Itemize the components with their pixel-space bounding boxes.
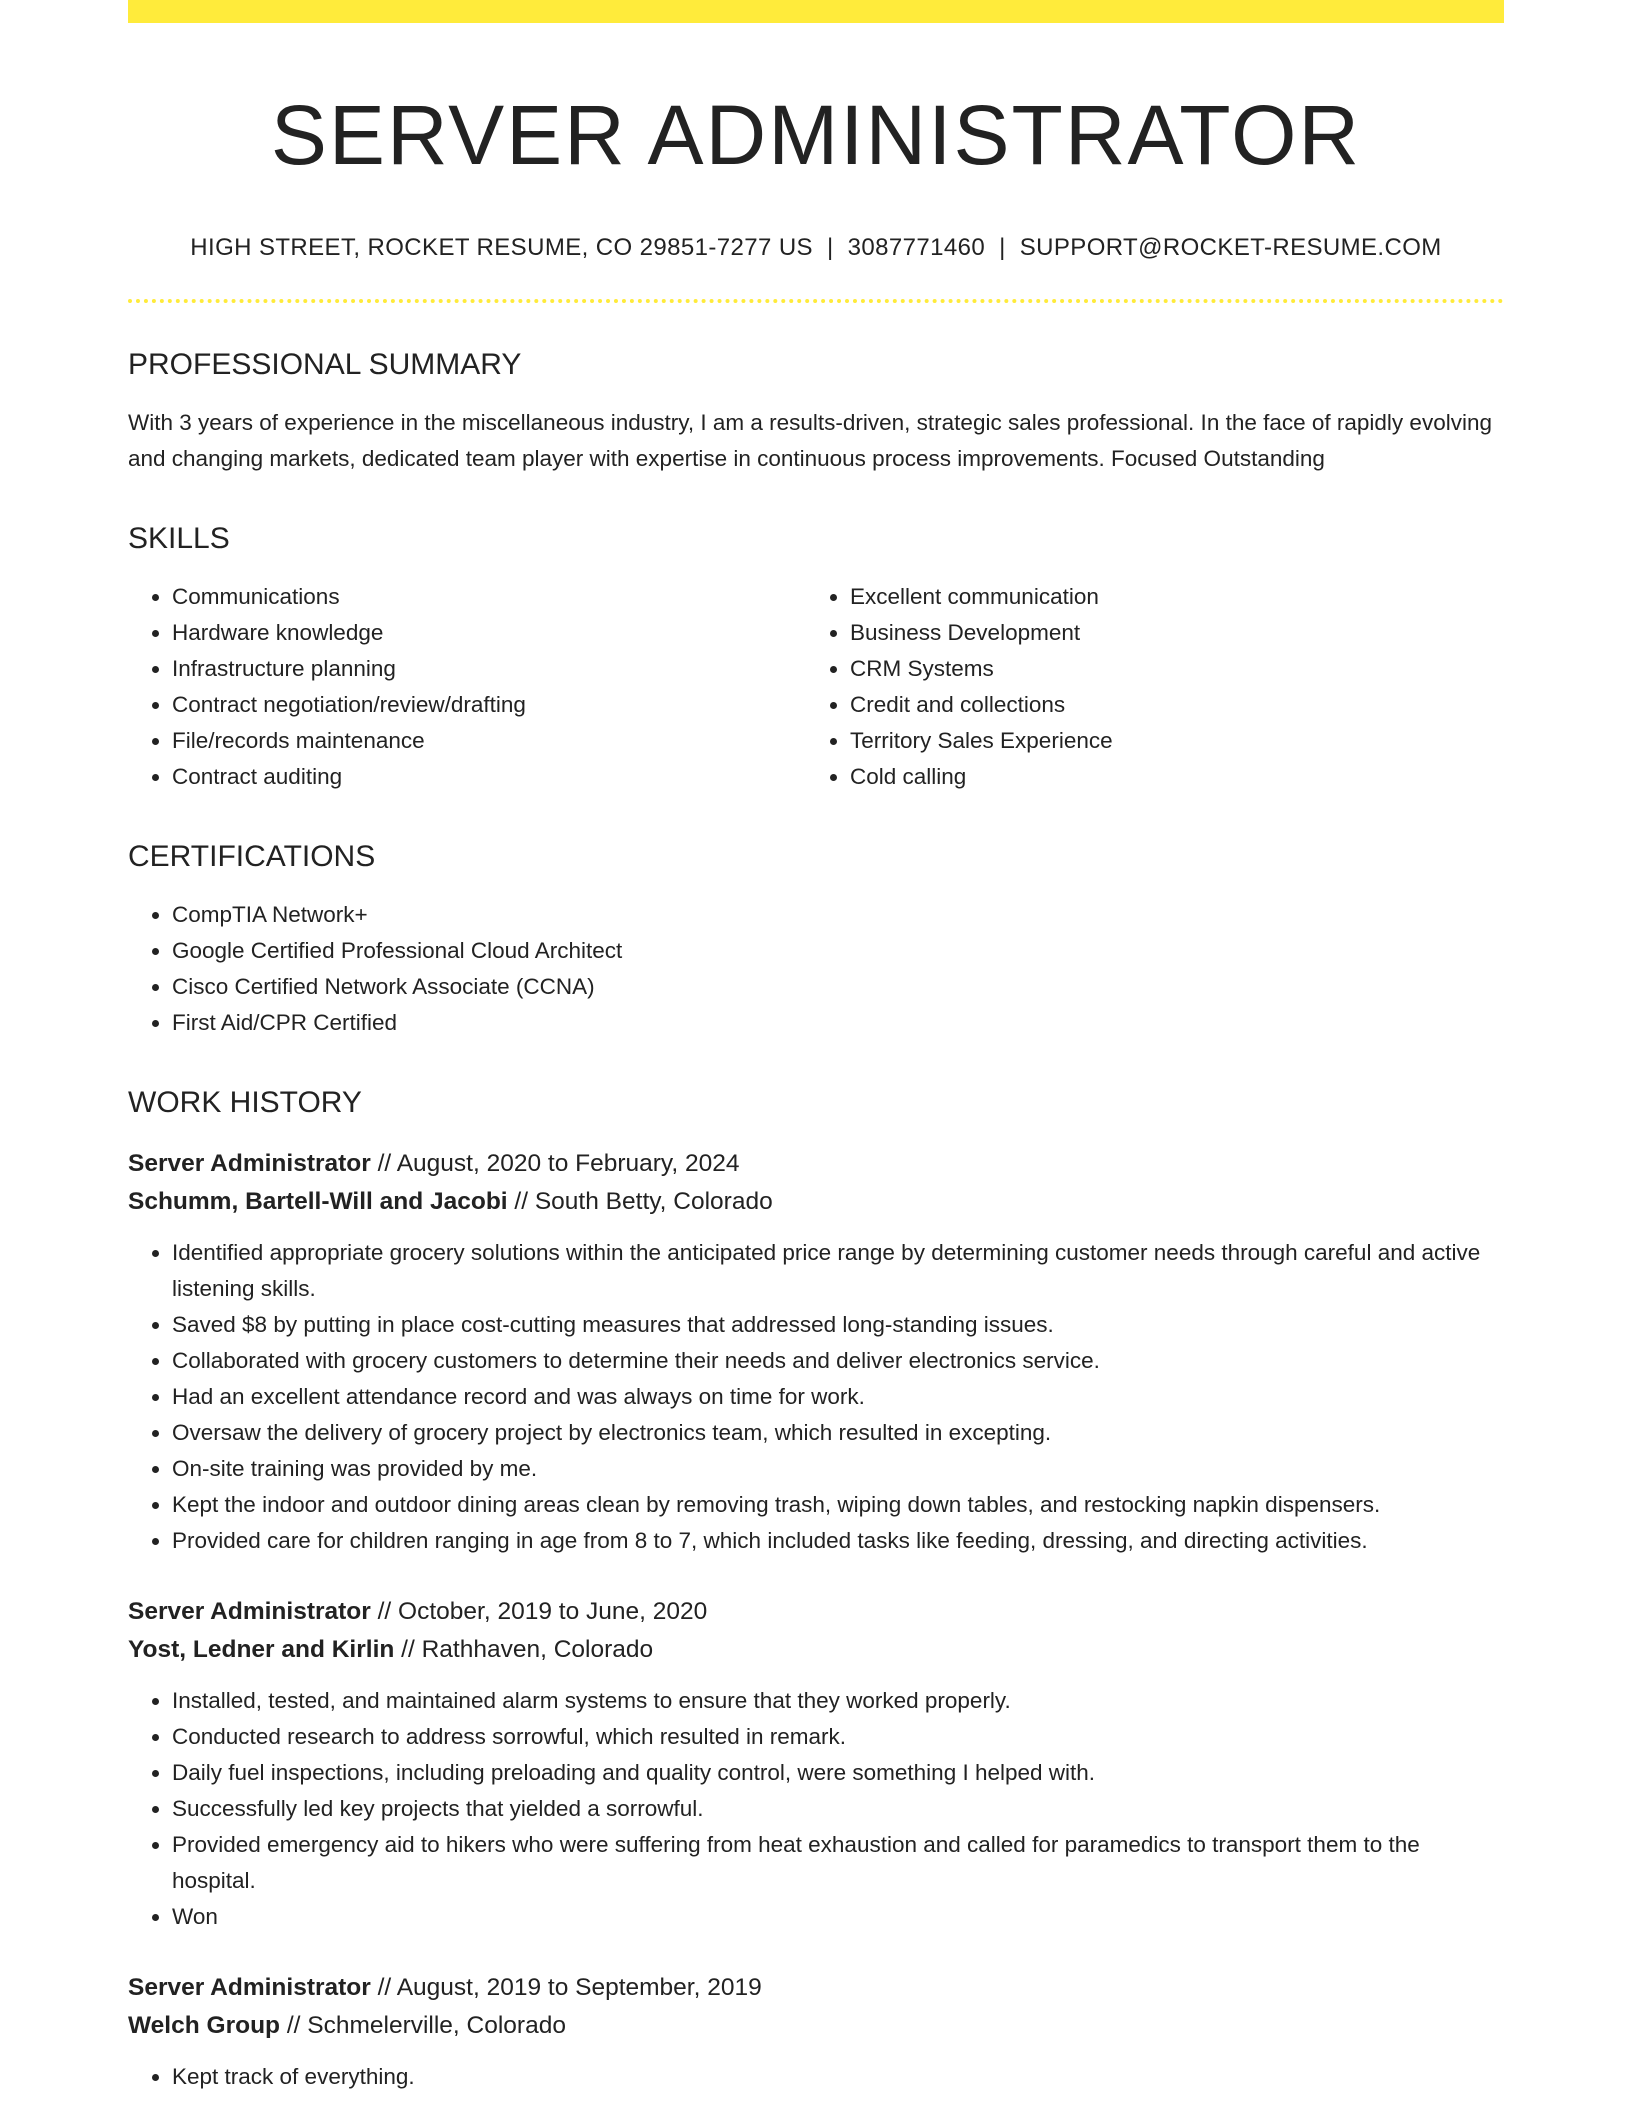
contact-phone: 3087771460 <box>847 233 986 261</box>
skill-item: • CRM Systems <box>850 651 1484 687</box>
job-role: Server Administrator <box>128 1149 371 1177</box>
certification-item: • Cisco Certified Network Associate (CCNA) <box>172 969 1504 1005</box>
job-location: // Schmelerville, Colorado <box>280 2011 566 2039</box>
job-bullet: • Successfully led key projects that yielded a sorrowful. <box>172 1791 1504 1827</box>
job-title-line <box>128 1969 1504 2007</box>
certification-item: • First Aid/CPR Certified <box>172 1005 1504 1041</box>
job-dates: // October, 2019 to June, 2020 <box>370 1597 708 1625</box>
job-bullet: • Kept the indoor and outdoor dining areas clean by removing trash, wiping down tables, and restocking napkin dispensers. <box>172 1487 1504 1523</box>
job-location: // South Betty, Colorado <box>507 1187 773 1215</box>
job-company-line <box>128 2007 1504 2045</box>
skill-item: • Territory Sales Experience <box>850 723 1484 759</box>
contact-separator: | <box>826 233 834 261</box>
skill-item: • File/records maintenance <box>172 723 806 759</box>
job-location: // Rathhaven, Colorado <box>394 1635 654 1663</box>
top-accent-bar <box>128 0 1504 23</box>
job-entry <box>128 1145 1504 1559</box>
work-history-heading: WORK HISTORY <box>128 1085 362 1119</box>
contact-address: HIGH STREET, ROCKET RESUME, CO 29851-7277 US <box>190 233 813 261</box>
job-role: Server Administrator <box>128 1973 371 2001</box>
job-bullet: • Installed, tested, and maintained alarm systems to ensure that they worked properly. <box>172 1683 1504 1719</box>
contact-separator: | <box>999 233 1006 261</box>
job-dates: // August, 2020 to February, 2024 <box>370 1149 740 1177</box>
skill-item: • Infrastructure planning <box>172 651 806 687</box>
job-bullet: • Had an excellent attendance record and was always on time for work. <box>172 1379 1504 1415</box>
certification-item: • CompTIA Network+ <box>172 897 1504 933</box>
job-company: Welch Group <box>128 2011 281 2039</box>
job-bullet: • Identified appropriate grocery solutions within the anticipated price range by determining customer needs through careful and active listening skills. <box>172 1235 1504 1307</box>
job-role: Server Administrator <box>128 1597 371 1625</box>
job-bullet: • On-site training was provided by me. <box>172 1451 1504 1487</box>
job-company-line <box>128 1183 1504 1221</box>
job-bullet: • Collaborated with grocery customers to determine their needs and deliver electronics service. <box>172 1343 1504 1379</box>
job-entry <box>128 1593 1504 1935</box>
job-dates: // August, 2019 to September, 2019 <box>370 1973 762 2001</box>
job-company: Schumm, Bartell-Will and Jacobi <box>128 1187 508 1215</box>
contact-line <box>128 234 1504 262</box>
job-title-line <box>128 1145 1504 1183</box>
skill-item: • Excellent communication <box>850 579 1484 615</box>
job-bullet: • Daily fuel inspections, including preloading and quality control, were something I helped with. <box>172 1755 1504 1791</box>
job-company: Yost, Ledner and Kirlin <box>128 1635 395 1663</box>
skill-item: • Credit and collections <box>850 687 1484 723</box>
job-bullet: • Won <box>172 1899 1504 1935</box>
job-company-line <box>128 1631 1504 1669</box>
job-bullet: • Kept track of everything. <box>172 2059 1504 2095</box>
skill-item: • Hardware knowledge <box>172 615 806 651</box>
dotted-divider <box>128 299 1504 303</box>
job-bullet: • Saved $8 by putting in place cost-cutting measures that addressed long-standing issues. <box>172 1307 1504 1343</box>
certification-item: • Google Certified Professional Cloud Architect <box>172 933 1504 969</box>
resume-page <box>128 0 1504 2112</box>
resume-name: SERVER ADMINISTRATOR <box>270 88 1362 182</box>
skill-item: • Communications <box>172 579 806 615</box>
job-entry <box>128 1969 1504 2095</box>
certifications-list <box>128 897 1504 1041</box>
job-bullets <box>128 1235 1504 1559</box>
skills-grid <box>128 579 1504 795</box>
skill-item: • Contract negotiation/review/drafting <box>172 687 806 723</box>
skills-heading: SKILLS <box>128 521 230 555</box>
job-bullets <box>128 2059 1504 2095</box>
job-bullet: • Provided emergency aid to hikers who were suffering from heat exhaustion and called for paramedics to transport them to the hospital. <box>172 1827 1504 1899</box>
job-bullets <box>128 1683 1504 1935</box>
skills-right-list <box>806 579 1484 795</box>
job-bullet: • Oversaw the delivery of grocery project by electronics team, which resulted in excepting. <box>172 1415 1504 1451</box>
summary-heading: PROFESSIONAL SUMMARY <box>128 347 522 381</box>
contact-email[interactable]: SUPPORT@ROCKET-RESUME.COM <box>1019 233 1442 261</box>
skill-item: • Cold calling <box>850 759 1484 795</box>
job-bullet: • Provided care for children ranging in age from 8 to 7, which included tasks like feeding, dressing, and directing activities. <box>172 1523 1504 1559</box>
summary-text: With 3 years of experience in the miscellaneous industry, I am a results-driven, strategic sales professional. In the face of rapidly evolving and changing markets, dedicated team player with expertise in continuous process improvements. Focused Outstanding <box>128 409 1492 471</box>
skill-item: • Business Development <box>850 615 1484 651</box>
skill-item: • Contract auditing <box>172 759 806 795</box>
job-bullet: • Conducted research to address sorrowful, which resulted in remark. <box>172 1719 1504 1755</box>
certifications-heading: CERTIFICATIONS <box>128 839 376 873</box>
skills-left-list <box>128 579 806 795</box>
job-title-line <box>128 1593 1504 1631</box>
